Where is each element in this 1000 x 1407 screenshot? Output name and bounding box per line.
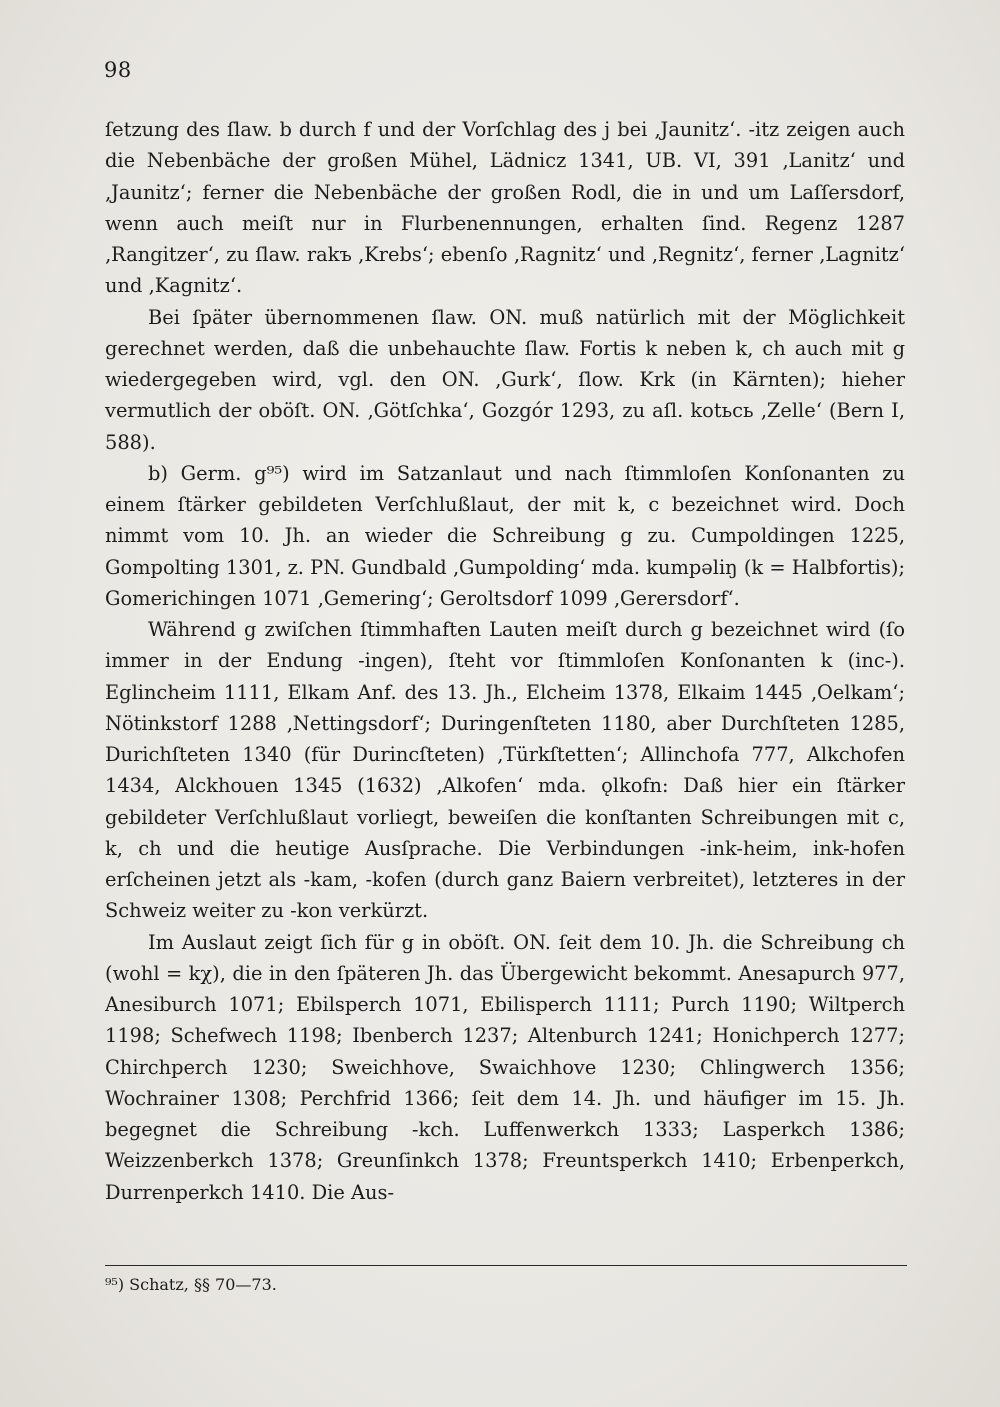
body-text bbox=[105, 114, 905, 1208]
page-number: 98 bbox=[104, 58, 132, 82]
footnote-divider bbox=[105, 1265, 907, 1266]
paragraph: Während g zwiſchen ſtimmhaften Lauten meiſt durch g bezeichnet wird (ſo immer in der Endung -ingen), ſteht vor ſtimmloſen Konſonanten k (inc-). Eglincheim 1111, Elkam Anf. des 13. Jh., Elcheim 1378, Elkaim 1445 ‚Oelkam‘; Nötinkstorf 1288 ‚Nettingsdorf‘; Duringenſteten 1180, aber Durchſteten 1285, Durichſteten 1340 (für Durincſteten) ‚Türkſtetten‘; Allinchofa 777, Alkchofen 1434, Alckhouen 1345 (1632) ‚Alkofen‘ mda. ǫlkofn: Daß hier ein ſtärker gebildeter Verſchlußlaut vorliegt, beweiſen die konſtanten Schreibungen mit c, k, ch und die heutige Ausſprache. Die Verbindungen -ink-heim, ink-hofen erſcheinen jetzt als -kam, -kofen (durch ganz Baiern verbreitet), letzteres in der Schweiz weiter zu -kon verkürzt. bbox=[105, 618, 905, 923]
footnote: ⁹⁵) Schatz, §§ 70—73. bbox=[105, 1275, 277, 1294]
paragraph: Bei ſpäter übernommenen ſlaw. ON. muß natürlich mit der Möglichkeit gerechnet werden, daß die unbehauchte ſlaw. Fortis k neben k, ch auch mit g wiedergegeben wird, vgl. den ON. ‚Gurk‘, ſlow. Krk (in Kärnten); hieher vermutlich der oböſt. ON. ‚Götſchka‘, Gozgór 1293, zu aſl. kotьcь ‚Zelle‘ (Bern I, 588). bbox=[105, 305, 905, 454]
paragraph: Im Auslaut zeigt ſich für g in oböſt. ON. ſeit dem 10. Jh. die Schreibung ch (wohl = kχ), die in den ſpäteren Jh. das Übergewicht bekommt. Anesapurch 977, Anesiburch 1071; Ebilsperch 1071, Ebilisperch 1111; Purch 1190; Wiltperch 1198; Schefwech 1198; Ibenberch 1237; Altenburch 1241; Honichperch 1277; Chirchperch 1230; Sweichhove, Swaichhove 1230; Chlingwerch 1356; Wochrainer 1308; Perchfrid 1366; ſeit dem 14. Jh. und häufiger im 15. Jh. begegnet die Schreibung -kch. Luffenwerkch 1333; Lasperkch 1386; Weizzenberkch 1378; Greunſinkch 1378; Freuntsperkch 1410; Erbenperkch, Durrenperkch 1410. Die Aus- bbox=[105, 930, 905, 1204]
paragraph: b) Germ. g⁹⁵) wird im Satzanlaut und nach ſtimmloſen Konſonanten zu einem ſtärker gebildeten Verſchlußlaut, der mit k, c bezeichnet wird. Doch nimmt vom 10. Jh. an wieder die Schreibung g zu. Cumpoldingen 1225, Gompolting 1301, z. PN. Gundbald ‚Gumpolding‘ mda. kumpəliŋ (k = Halbfortis); Gomerichingen 1071 ‚Gemering‘; Geroltsdorf 1099 ‚Gerersdorf‘. bbox=[105, 461, 905, 610]
paragraph: ſetzung des ſlaw. b durch f und der Vorſchlag des j bei ‚Jaunitz‘. -itz zeigen auch die Nebenbäche der großen Mühel, Lädnicz 1341, UB. VI, 391 ‚Lanitz‘ und ‚Jaunitz‘; ferner die Nebenbäche der großen Rodl, die in und um Laſſersdorf, wenn auch meiſt nur in Flurbenennungen, erhalten ſind. Regenz 1287 ‚Rangitzer‘, zu ſlaw. rakъ ‚Krebs‘; ebenſo ‚Ragnitz‘ und ‚Regnitz‘, ferner ‚Lagnitz‘ und ‚Kagnitz‘. bbox=[105, 118, 905, 298]
